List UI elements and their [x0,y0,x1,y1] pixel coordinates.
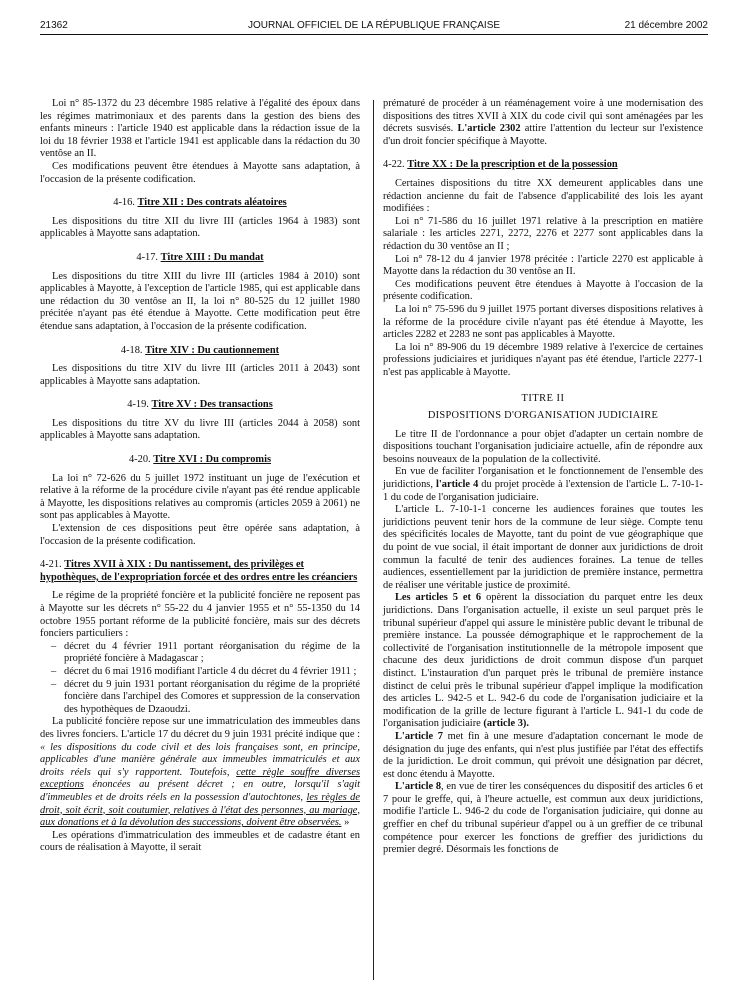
text-run: met fin à une mesure d'adaptation concernant le mode de désignation du juge des enfants, qui n'est plus justifiée par l'état des effectifs de la juridiction. Le droit commun, qui prévoit une désignation par décret, est donc étendu à Mayotte. [383,730,703,780]
section-number: 4-19. [127,399,149,411]
paragraph [383,731,703,781]
text-run: opèrent la dissociation du parquet entre les deux juridictions. Dans l'organisation actuelle, il existe un seul parquet près le tribunal supérieur d'appel qui assure le ministère public devant le tribunal de première instance. La poussée démographique et le rapprochement de la collectivité de l'organisation institutionnelle de la métropole imposent que chacune des deux juridictions de droit commun dispose d'un parquet distinct. L'instauration d'un parquet près le tribunal de première instance distinct de celui près le tribunal supérieur d'appel implique la modification des articles L. 942-5 et L. 942-6 du code de l'organisation judiciaire et la modification de la grille de lecture figurant à l'article L. 941-1 du code de l'organisation judiciaire [383,592,703,730]
list-item: – décret du 9 juin 1931 portant réorganisation du régime de la propriété foncière dans l'archipel des Comores et suppression de la conservation des hypothèques de Dzaoudzi. [64,679,360,717]
paragraph: Loi n° 85-1372 du 23 décembre 1985 relative à l'égalité des époux dans les régimes matrimoniaux et des parents dans la gestion des biens des enfants mineurs : l'article 1940 est applicable dans la rédaction issue de la loi du 18 février 1938 et l'article 1941 est applicable dans la rédaction du 30 ventôse an II. [40,98,360,160]
section-title: Titre XV : Des transactions [151,399,273,411]
decree-list [40,641,360,717]
section-title: Titre XX : De la prescription et de la possession [407,159,618,171]
bold-run: Les articles 5 et 6 [395,592,482,604]
section-title: Titre XIII : Du mandat [160,251,264,263]
paragraph: Les dispositions du titre XIII du livre III (articles 1984 à 2010) sont applicables à Mayotte, à l'exception de l'article 1985, qui est applicable dans une rédaction du 30 ventôse an II, la loi n° 80-525 du 12 juillet 1980 précitée n'ayant pas été étendue à Mayotte. Cette modification peut être étendue sans adaptation, à l'occasion de la présente codification. [40,270,360,332]
right-column [383,98,703,857]
paragraph [40,716,360,829]
section-heading [383,159,703,172]
text-run: En vue de faciliter l'organisation et le fonctionnement de l'ensemble des juridictions, [383,466,703,491]
paragraph: Les dispositions du titre XII du livre III (articles 1964 à 1983) sont applicables à Mayotte sans adaptation. [40,215,360,240]
text-run: prématuré de procéder à un réaménagement voire à une modernisation des dispositions des titres XVII à XIX du code civil qui sont aménagées par les décrets susvisés. [383,98,703,135]
bold-run: L'article 8 [395,781,442,793]
bold-run: L'article 7 [395,730,443,742]
header-rule [40,34,708,35]
paragraph: La loi n° 89-906 du 19 décembre 1989 relative à l'exercice de certaines professions judiciaires et juridiques n'ayant pas été étendue, l'article 2277-1 n'est pas applicable à Mayotte. [383,341,703,378]
paragraph: Loi n° 71-586 du 16 juillet 1971 relative à la prescription en matière salariale : les articles 2271, 2272, 2276 et 2277 sont applicables dans la rédaction du 30 ventôse an II ; [383,215,703,252]
section-title: Titre XII : Des contrats aléatoires [137,197,287,209]
underlined-quote: les règles de droit, soit écrit, soit coutumier, relatives à l'état des personnes, au mariage, aux donations et à la dévolution des successions, doivent être observées. [40,791,360,829]
paragraph: La loi n° 75-596 du 9 juillet 1975 portant diverses dispositions relatives à la réforme de la procédure civile n'ayant pas été étendue à Mayotte, les articles 2282 et 2283 ne sont pas applicables à Mayotte. [383,303,703,341]
paragraph: Ces modifications peuvent être étendues à Mayotte à l'occasion de la présente codification. [383,278,703,303]
part-title: TITRE II [521,393,565,405]
section-number: 4-21. [40,559,62,571]
part-subtitle: DISPOSITIONS D'ORGANISATION JUDICIAIRE [427,410,659,422]
paragraph: Certaines dispositions du titre XX demeurent applicables dans une rédaction ancienne du fait de l'absence d'applicabilité des lois les ayant modifiées : [383,177,703,215]
paragraph: Les dispositions du titre XIV du livre III (articles 2011 à 2043) sont applicables à Mayotte sans adaptation. [40,363,360,387]
text-run: attire l'attention du lecteur sur l'existence d'un droit foncier spécifique à Mayotte. [383,123,703,147]
paragraph: L'article L. 7-10-1-1 concerne les audiences foraines que toutes les juridictions peuvent tenir hors de la commune de leur siège. Compte tenu des spécificités locales de Mayotte, tant du point de vue géographique que du point de vue social, il était important de donner aux juridictions de droit commun la faculté de tenir des audiences foraines. La tenue de telles audiences, essentiellement par la juridiction de première instance, permettra de réaliser une véritable justice de proximité. [383,504,703,591]
quote-run: « les dispositions du code civil et des lois françaises sont, en principe, applicables d'une manière générale aux immeubles immatriculés et aux droits réels qui s'y rapportent. Toutefois, [40,741,360,778]
text-run: » [341,817,350,829]
paragraph [383,466,703,504]
paragraph: La loi n° 72-626 du 5 juillet 1972 instituant un juge de l'exécution et relative à la réforme de la procédure civile n'ayant pas été rendue applicable à Mayotte, les dispositions relatives au compromis (articles 2059 à 2061) ne sont pas applicables à Mayotte. [40,472,360,522]
section-number: 4-18. [120,344,143,356]
section-number: 4-22. [383,159,405,171]
page-number: 21362 [40,20,68,31]
paragraph: Le titre II de l'ordonnance a pour objet d'adapter un certain nombre de dispositions touchant l'organisation judiciaire actuelle, afin de répondre aux besoins nouveaux de la population de la collectivité. [383,428,703,465]
section-number: 4-17. [136,251,159,263]
paragraph: L'extension de ces dispositions peut être opérée sans adaptation, à l'occasion de la présente codification. [40,523,360,547]
text-run: du projet procède à l'extension de l'article L. 7-10-1-1 du code de l'organisation judiciaire. [383,479,703,503]
section-number: 4-20. [128,454,151,466]
section-title: Titres XVII à XIX : Du nantissement, des privilèges et hypothèques, de l'expropriation forcée et des ordres entre les créanciers [40,559,358,583]
issue-date: 21 décembre 2002 [624,20,708,31]
list-item: – décret du 4 février 1911 portant réorganisation du régime de la propriété foncière à Madagascar ; [64,641,360,666]
column-separator [373,100,374,980]
paragraph: Ces modifications peuvent être étendues à Mayotte sans adaptation, à l'occasion de la présente codification. [40,160,360,185]
left-column [40,98,360,855]
section-number: 4-16. [113,197,135,209]
quote-run: énoncées au présent décret ; en outre, lorsqu'il s'agit d'immeubles et de droits réels en la possession d'autochtones, [40,779,360,803]
underlined-quote: cette règle souffre diverses exceptions [40,766,360,791]
section-heading [40,197,360,210]
page-header [40,20,708,34]
section-heading [40,399,360,412]
paragraph [383,781,703,857]
section-heading [40,252,360,265]
section-heading [40,454,360,467]
paragraph [383,98,703,148]
paragraph: Loi n° 78-12 du 4 janvier 1978 précitée : l'article 2270 est applicable à Mayotte dans la rédaction du 30 ventôse an II. [383,253,703,278]
journal-title: JOURNAL OFFICIEL DE LA RÉPUBLIQUE FRANÇAISE [247,20,501,31]
paragraph: Le régime de la propriété foncière et la publicité foncière ne reposent pas à Mayotte sur les décrets n° 55-22 du 4 janvier 1955 et n° 55-1350 du 14 octobre 1955 portant réforme de la publicité foncière, mais sur des décrets fonciers particuliers : [40,590,360,640]
section-heading [40,559,360,584]
text-run: , en vue de tirer les conséquences du dispositif des articles 6 et 7 pour le greffe, qui, à l'heure actuelle, est commun aux deux juridictions, modifie l'article L. 946-2 du code de l'organisation judiciaire, qui donne au greffier en chef du tribunal supérieur d'appel ou à un greffier de ce tribunal compétence pour exercer les fonctions de greffier des juridictions du premier degré. Désormais les fonctions de [383,781,703,856]
section-heading [40,345,360,358]
paragraph: Les dispositions du titre XV du livre III (articles 2044 à 2058) sont applicables à Mayotte sans adaptation. [40,417,360,442]
list-item: – décret du 6 mai 1916 modifiant l'article 4 du décret du 4 février 1911 ; [64,666,360,679]
section-title: Titre XVI : Du compromis [153,454,272,466]
section-title: Titre XIV : Du cautionnement [145,344,280,356]
bold-run: (article 3). [483,718,529,730]
paragraph [383,592,703,731]
bold-run: l'article 4 [435,479,479,491]
paragraph: Les opérations d'immatriculation des immeubles et de cadastre étant en cours de réalisation à Mayotte, il serait [40,829,360,854]
text-run: La publicité foncière repose sur une immatriculation des immeubles dans des livres fonciers. L'article 17 du décret du 9 juin 1931 précité indique que : [40,716,360,740]
bold-run: L'article 2302 [457,123,521,135]
